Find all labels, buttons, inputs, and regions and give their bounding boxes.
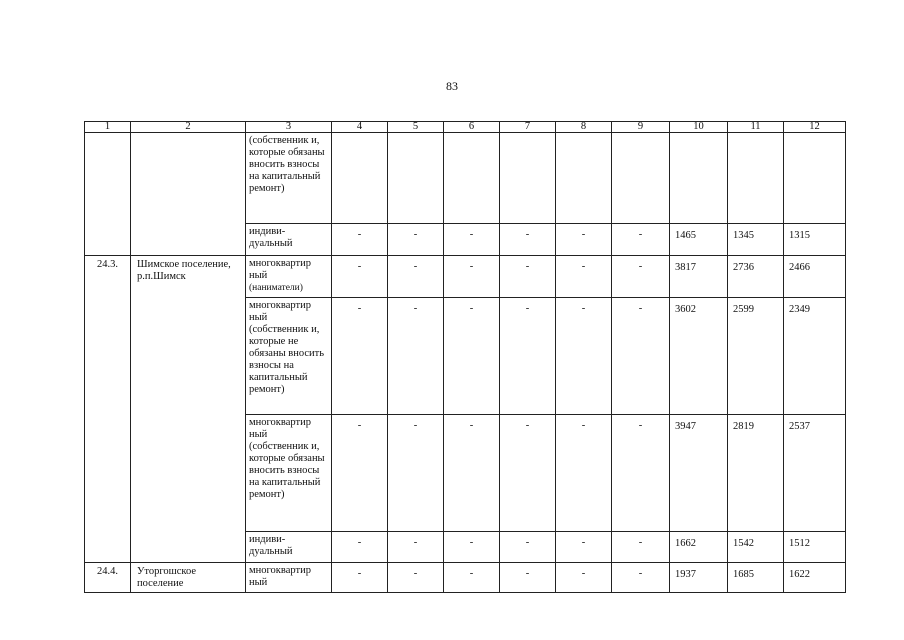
header-row (85, 122, 846, 133)
housing-type-text: многоквартир ный (249, 258, 311, 281)
dash-cell: - (556, 298, 612, 415)
header-col-3: 3 (246, 122, 332, 133)
code-cell (85, 133, 131, 256)
value-col-10: 1465 (670, 224, 728, 256)
value-col-12: 2537 (784, 415, 846, 532)
dash-cell: - (500, 532, 556, 563)
housing-type-subtext: (наниматели) (249, 283, 303, 293)
dash-cell: - (500, 298, 556, 415)
table-row (85, 563, 846, 593)
value-cell (556, 133, 612, 224)
value-col-11: 2599 (728, 298, 784, 415)
value-col-12: 1315 (784, 224, 846, 256)
dash-cell: - (500, 415, 556, 532)
value-col-12: 1512 (784, 532, 846, 563)
code-cell: 24.4. (85, 563, 131, 593)
header-col-5: 5 (388, 122, 444, 133)
value-col-10: 3602 (670, 298, 728, 415)
header-col-10: 10 (670, 122, 728, 133)
housing-type-cell: индиви- дуальный (246, 532, 332, 563)
table-row (85, 133, 846, 224)
dash-cell: - (444, 298, 500, 415)
dash-cell: - (332, 532, 388, 563)
value-cell (388, 133, 444, 224)
header-col-9: 9 (612, 122, 670, 133)
housing-type-cell: (собственник и, которые обязаны вносить взносы на капитальный ремонт) (246, 133, 332, 224)
value-col-12: 2466 (784, 256, 846, 298)
dash-cell: - (612, 256, 670, 298)
dash-cell: - (332, 298, 388, 415)
dash-cell: - (444, 563, 500, 593)
dash-cell: - (444, 532, 500, 563)
dash-cell: - (388, 415, 444, 532)
value-col-10: 3817 (670, 256, 728, 298)
value-col-12: 2349 (784, 298, 846, 415)
dash-cell: - (444, 256, 500, 298)
dash-cell: - (500, 256, 556, 298)
housing-type-cell: индиви- дуальный (246, 224, 332, 256)
dash-cell: - (556, 224, 612, 256)
dash-cell: - (556, 532, 612, 563)
dash-cell: - (332, 224, 388, 256)
value-cell (612, 133, 670, 224)
code-cell: 24.3. (85, 256, 131, 563)
housing-type-cell: многоквартир ный (собственник и, которые обязаны вносить взносы на капитальный ремонт) (246, 415, 332, 532)
dash-cell: - (444, 415, 500, 532)
settlement-cell: Уторгошское поселение (131, 563, 246, 593)
dash-cell: - (388, 224, 444, 256)
value-cell (784, 133, 846, 224)
dash-cell: - (388, 256, 444, 298)
value-col-10: 1662 (670, 532, 728, 563)
dash-cell: - (556, 563, 612, 593)
dash-cell: - (556, 256, 612, 298)
value-cell (670, 133, 728, 224)
dash-cell: - (500, 224, 556, 256)
dash-cell: - (444, 224, 500, 256)
dash-cell: - (612, 298, 670, 415)
header-col-11: 11 (728, 122, 784, 133)
tariff-table (84, 121, 846, 593)
value-col-10: 1937 (670, 563, 728, 593)
value-col-10: 3947 (670, 415, 728, 532)
settlement-cell (131, 133, 246, 256)
dash-cell: - (556, 415, 612, 532)
value-col-11: 1685 (728, 563, 784, 593)
dash-cell: - (388, 298, 444, 415)
dash-cell: - (612, 224, 670, 256)
header-col-7: 7 (500, 122, 556, 133)
dash-cell: - (612, 563, 670, 593)
housing-type-cell: многоквартир ный (собственник и, которые не обязаны вносить взносы на капитальный ремонт) (246, 298, 332, 415)
header-col-8: 8 (556, 122, 612, 133)
header-col-4: 4 (332, 122, 388, 133)
value-cell (728, 133, 784, 224)
dash-cell: - (388, 563, 444, 593)
housing-type-cell: многоквартир ный (246, 563, 332, 593)
dash-cell: - (500, 563, 556, 593)
header-col-1: 1 (85, 122, 131, 133)
header-col-2: 2 (131, 122, 246, 133)
value-col-12: 1622 (784, 563, 846, 593)
value-col-11: 1542 (728, 532, 784, 563)
value-cell (500, 133, 556, 224)
dash-cell: - (332, 415, 388, 532)
header-col-12: 12 (784, 122, 846, 133)
dash-cell: - (612, 415, 670, 532)
settlement-cell: Шимское поселение, р.п.Шимск (131, 256, 246, 563)
header-col-6: 6 (444, 122, 500, 133)
dash-cell: - (332, 256, 388, 298)
value-cell (444, 133, 500, 224)
table-row (85, 256, 846, 298)
value-col-11: 2736 (728, 256, 784, 298)
page-number: 83 (446, 79, 458, 93)
value-col-11: 2819 (728, 415, 784, 532)
value-col-11: 1345 (728, 224, 784, 256)
housing-type-cell (246, 256, 332, 298)
dash-cell: - (332, 563, 388, 593)
dash-cell: - (388, 532, 444, 563)
value-cell (332, 133, 388, 224)
dash-cell: - (612, 532, 670, 563)
